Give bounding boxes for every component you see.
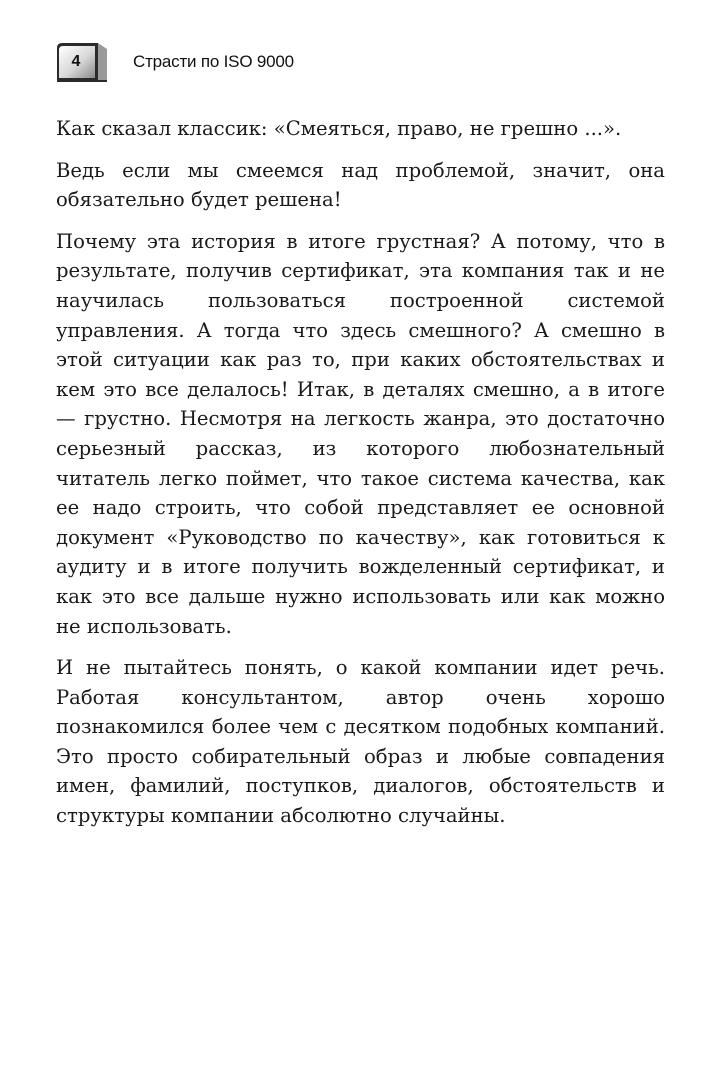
page-number-tab [56, 42, 108, 82]
paragraph: Почему эта история в итоге грустная? А потому, что в результате, получив сертификат, эта компания так и не научилась пользоваться построенной системой управления. А тогда что здесь смешного? А смешно в этой ситуации как раз то, при каких обстоятельствах и кем это все делалось! Итак, в деталях смешно, а в итоге — грустно. Несмотря на легкость жанра, это достаточно серьезный рассказ, из которого любознательный читатель легко поймет, что такое система качества, как ее надо строить, что собой представляет ее основной документ «Руководство по качеству», как готовиться к аудиту и в итоге получить вожделенный сертификат, и как это все дальше нужно использовать или как можно не использовать. [56, 229, 665, 638]
paragraph: Ведь если мы смеемся над проблемой, значит, она обязательно будет решена! [56, 158, 665, 212]
body-text [56, 114, 665, 843]
paragraph: И не пытайтесь понять, о какой компании идет речь. Работая консультантом, автор очень хорошо познакомился более чем с десятком подобных компаний. Это просто собирательный образ и любые совпадения имен, фамилий, поступков, диалогов, обстоятельств и структуры компании абсолютно случайны. [56, 656, 665, 828]
page-header [56, 42, 676, 90]
page-number: 4 [71, 53, 81, 70]
paragraph: Как сказал классик: «Смеяться, право, не грешно ...». [56, 117, 622, 140]
running-title: Страсти по ISO 9000 [133, 52, 294, 71]
